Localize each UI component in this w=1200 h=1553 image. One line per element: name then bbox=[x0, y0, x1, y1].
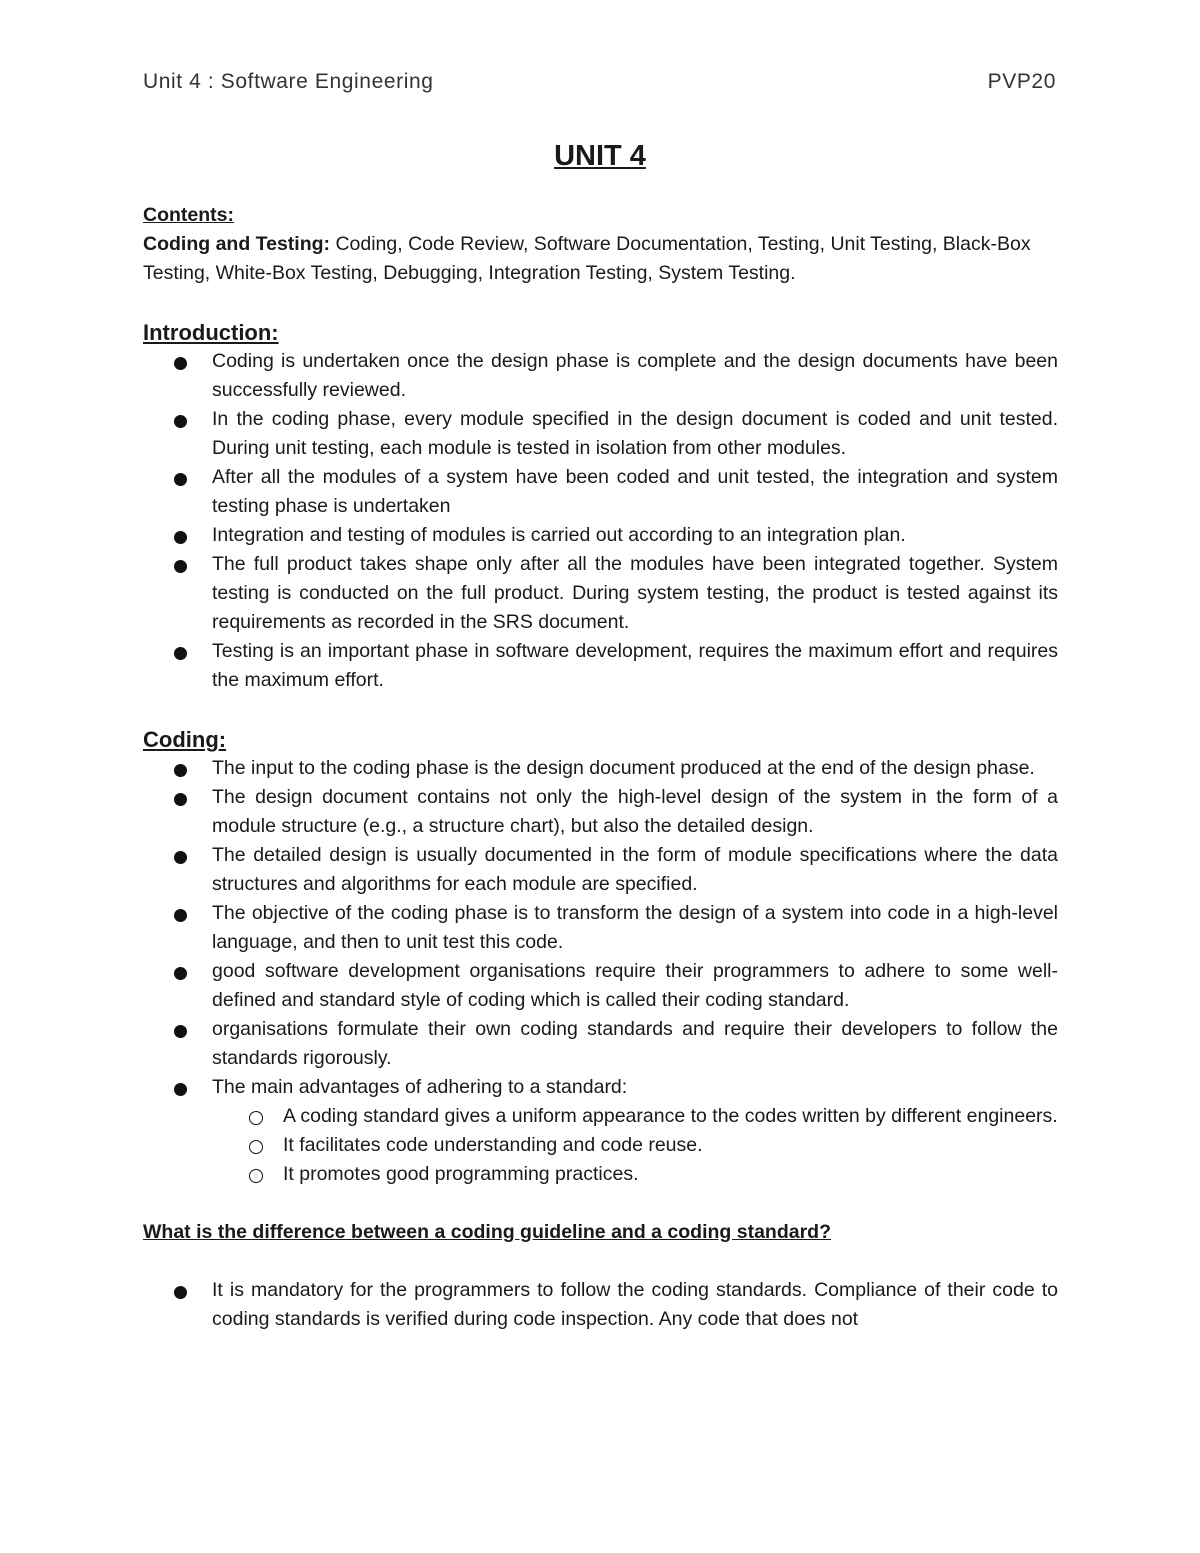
contents-text: Coding, Code Review, Software Documentation, Testing, Unit Testing, Black-Box Testing, White-Box Testing, Debugging, Integration Testing, System Testing. bbox=[143, 233, 1031, 284]
list-item: Testing is an important phase in software development, requires the maximum effort and requires the maximum effort. bbox=[143, 637, 1058, 695]
sub-list-item: It promotes good programming practices. bbox=[143, 1160, 1058, 1189]
list-item: good software development organisations require their programmers to adhere to some well-defined and standard style of coding which is called their coding standard. bbox=[143, 957, 1058, 1015]
list-item: Integration and testing of modules is carried out according to an integration plan. bbox=[143, 521, 1058, 550]
list-item: The main advantages of adhering to a standard: bbox=[143, 1073, 1058, 1102]
list-item: The full product takes shape only after all the modules have been integrated together. System testing is conducted on the full product. During system testing, the product is tested against its requirements as recorded in the SRS document. bbox=[143, 550, 1058, 637]
coding-list bbox=[143, 754, 1058, 1102]
sub-list-item: It facilitates code understanding and code reuse. bbox=[143, 1131, 1058, 1160]
header-left: Unit 4 : Software Engineering bbox=[143, 70, 434, 93]
list-item: organisations formulate their own coding standards and require their developers to follow the standards rigorously. bbox=[143, 1015, 1058, 1073]
list-item: The input to the coding phase is the design document produced at the end of the design phase. bbox=[143, 754, 1058, 783]
question-heading: What is the difference between a coding guideline and a coding standard? bbox=[143, 1221, 832, 1243]
advantages-sublist bbox=[143, 1102, 1058, 1189]
list-item: The detailed design is usually documented in the form of module specifications where the data structures and algorithms for each module are specified. bbox=[143, 841, 1058, 899]
list-item: The objective of the coding phase is to transform the design of a system into code in a high-level language, and then to unit test this code. bbox=[143, 899, 1058, 957]
list-item: The design document contains not only the high-level design of the system in the form of a module structure (e.g., a structure chart), but also the detailed design. bbox=[143, 783, 1058, 841]
question-list bbox=[143, 1276, 1058, 1334]
document-body bbox=[143, 201, 1058, 1334]
coding-heading: Coding: bbox=[143, 727, 227, 752]
page-title: UNIT 4 bbox=[554, 140, 646, 172]
list-item: Coding is undertaken once the design phase is complete and the design documents have been successfully reviewed. bbox=[143, 347, 1058, 405]
list-item: After all the modules of a system have been coded and unit tested, the integration and system testing phase is undertaken bbox=[143, 463, 1058, 521]
list-item: In the coding phase, every module specified in the design document is coded and unit tested. During unit testing, each module is tested in isolation from other modules. bbox=[143, 405, 1058, 463]
list-item: It is mandatory for the programmers to follow the coding standards. Compliance of their code to coding standards is verified during code inspection. Any code that does not bbox=[143, 1276, 1058, 1334]
contents-label: Contents: bbox=[143, 204, 234, 226]
introduction-list bbox=[143, 347, 1058, 695]
contents-line bbox=[143, 230, 1058, 288]
header-right: PVP20 bbox=[987, 70, 1056, 93]
contents-lead: Coding and Testing: bbox=[143, 233, 331, 255]
introduction-heading: Introduction: bbox=[143, 320, 279, 345]
sub-list-item: A coding standard gives a uniform appearance to the codes written by different engineers. bbox=[143, 1102, 1058, 1131]
